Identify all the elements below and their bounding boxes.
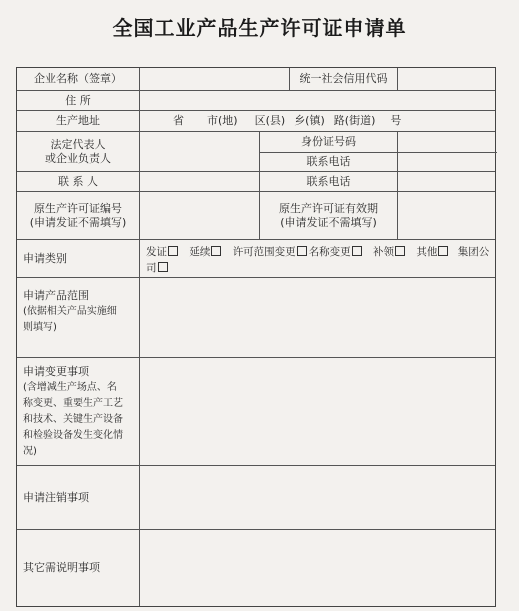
row-contact (17, 172, 495, 192)
orig-license-no-line2: (申请发证不需填写) (29, 215, 127, 229)
change-items-label (17, 358, 139, 465)
product-scope-line2: (依据相关产品实施细 (23, 306, 117, 317)
form-title: 全国工业产品生产许可证申请单 (112, 16, 407, 40)
contact-label: 联 系 人 (58, 174, 98, 188)
legal-rep-field[interactable] (139, 132, 259, 171)
orig-validity-line1: 原生产许可证有效期 (279, 201, 378, 215)
id-number-label: 身份证号码 (259, 132, 397, 152)
contact-field[interactable] (139, 172, 259, 191)
product-scope-line1: 申请产品范围 (23, 289, 89, 302)
row-residence (17, 91, 495, 111)
row-other-notes (17, 530, 495, 606)
credit-code-field[interactable] (397, 68, 497, 90)
credit-code-label: 统一社会信用代码 (289, 68, 397, 90)
change-items-line4: 和技术、关键生产设备 (23, 414, 123, 425)
option-issue[interactable]: 发证 (146, 246, 180, 258)
option-reissue[interactable]: 补领 (373, 246, 407, 258)
product-scope-line3: 则填写) (23, 322, 57, 333)
change-items-line2: (含增减生产场点、名 (23, 382, 117, 393)
company-name-field[interactable] (139, 68, 289, 90)
other-field[interactable] (139, 530, 497, 606)
residence-label: 住 所 (65, 93, 91, 107)
option-group[interactable]: 集团公司 (146, 246, 490, 274)
address-province: 省 (173, 114, 184, 127)
phone-field-1[interactable] (397, 152, 497, 172)
production-address-field[interactable] (139, 111, 497, 131)
row-company-name (17, 68, 495, 91)
address-number: 号 (390, 114, 402, 127)
checkbox-issue[interactable] (168, 246, 178, 256)
legal-rep-label (17, 132, 139, 171)
change-items-line5: 和检验设备发生变化情 (23, 430, 123, 441)
other-label: 其它需说明事项 (23, 561, 100, 574)
id-number-field[interactable] (397, 132, 497, 152)
row-original-license (17, 192, 495, 240)
row-cancellation (17, 466, 495, 530)
residence-field[interactable] (139, 91, 497, 110)
orig-validity-field[interactable] (397, 192, 497, 239)
apply-type-label: 申请类别 (23, 251, 67, 265)
phone-field-2[interactable] (397, 172, 497, 191)
orig-license-no-label (17, 192, 139, 239)
address-road: 路(街道) (333, 114, 376, 127)
checkbox-scope-change[interactable] (297, 246, 307, 256)
checkbox-reissue[interactable] (395, 246, 405, 256)
option-renewal[interactable]: 延续 (189, 246, 223, 258)
row-legal-representative (17, 132, 495, 172)
checkbox-group[interactable] (158, 262, 168, 272)
change-items-field[interactable] (139, 358, 497, 465)
phone-label-1: 联系电话 (259, 152, 397, 172)
orig-validity-line2: (申请发证不需填写) (280, 215, 377, 229)
row-production-address (17, 111, 495, 132)
change-items-line3: 称变更、重要生产工艺 (23, 398, 123, 409)
checkbox-name-change[interactable] (352, 246, 362, 256)
cancel-label: 申请注销事项 (23, 490, 89, 504)
legal-rep-label-line1: 法定代表人 (50, 137, 106, 151)
legal-rep-label-line2: 或企业负责人 (45, 151, 111, 165)
change-items-line6: 况) (23, 446, 37, 457)
row-application-type (17, 240, 495, 278)
checkbox-renewal[interactable] (211, 246, 221, 256)
application-table (16, 67, 496, 607)
option-name-change[interactable]: 名称变更 (309, 246, 364, 258)
company-name-label: 企业名称（签章） (34, 72, 122, 85)
product-scope-label (17, 278, 139, 357)
orig-validity-label (259, 192, 397, 239)
row-change-items (17, 358, 495, 466)
orig-license-no-field[interactable] (139, 192, 259, 239)
address-district: 区(县) (254, 114, 286, 127)
production-address-label: 生产地址 (56, 114, 100, 127)
option-other[interactable]: 其他 (416, 246, 450, 258)
product-scope-field[interactable] (139, 278, 497, 357)
checkbox-other[interactable] (438, 246, 448, 256)
option-scope-change[interactable]: 许可范围变更 (233, 246, 309, 258)
address-township: 乡(镇) (294, 114, 325, 127)
orig-license-no-line1: 原生产许可证编号 (34, 201, 122, 215)
address-city: 市(地) (207, 114, 238, 127)
apply-type-options (139, 240, 497, 277)
phone-label-2: 联系电话 (259, 172, 397, 191)
change-items-line1: 申请变更事项 (23, 365, 89, 378)
cancel-field[interactable] (139, 466, 497, 529)
row-product-scope (17, 278, 495, 358)
